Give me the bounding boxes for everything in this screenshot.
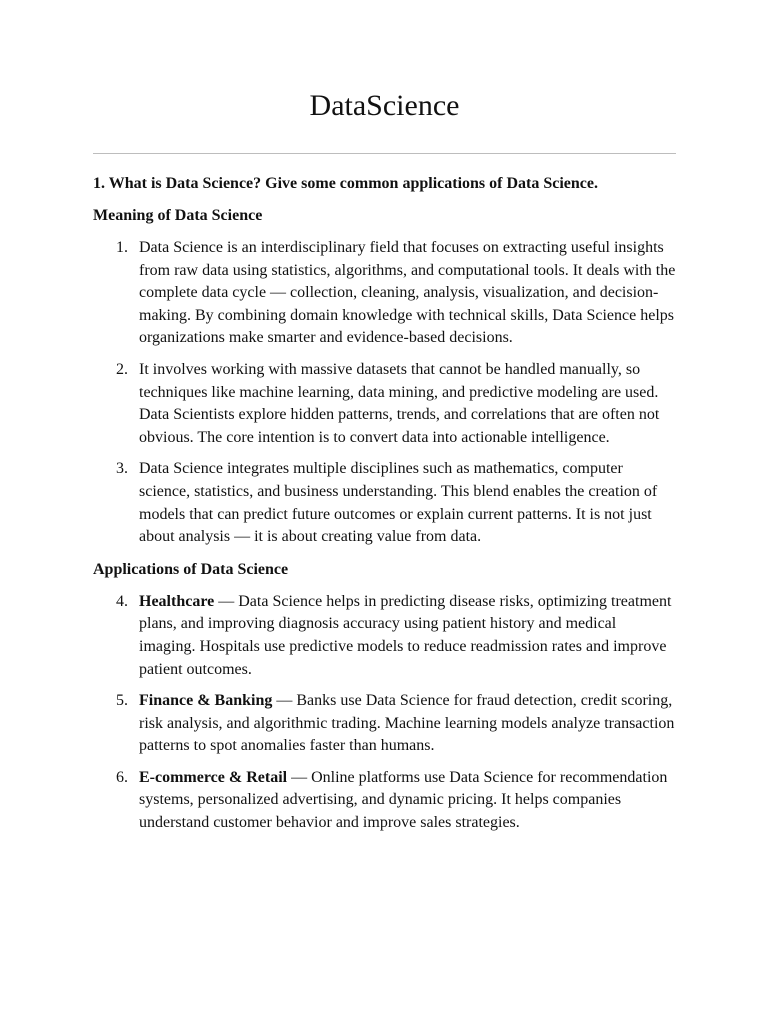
list-item: [116, 458, 676, 548]
application-term: E-commerce & Retail: [139, 768, 288, 786]
application-term: Finance & Banking: [139, 692, 273, 710]
list-item-number: 4.: [116, 592, 128, 610]
list-item-text: Data Science integrates multiple disciplines such as mathematics, computer science, statistics, and business understanding. This blend enables the creation of models that can predict future outcomes or explain current patterns. It is not just about analysis — it is about creating value from data.: [139, 460, 658, 546]
meaning-heading: Meaning of Data Science: [93, 207, 263, 224]
question-heading: 1. What is Data Science? Give some common applications of Data Science.: [93, 175, 598, 192]
applications-list: [93, 591, 676, 835]
list-item-number: 5.: [116, 692, 128, 710]
list-item-number: 6.: [116, 768, 128, 786]
meaning-list: [93, 237, 676, 549]
list-item: [116, 237, 676, 350]
list-item-text: — Data Science helps in predicting disease risks, optimizing treatment plans, and improving diagnosis accuracy using patient history and medical imaging. Hospitals use predictive models to reduce readmission rates and improve patient outcomes.: [139, 592, 672, 678]
list-item-text: Data Science is an interdisciplinary field that focuses on extracting useful insights from raw data using statistics, algorithms, and computational tools. It deals with the complete data cycle — collection, cleaning, analysis, visualization, and decision-making. By combining domain knowledge with technical skills, Data Science helps organizations make smarter and evidence-based decisions.: [139, 239, 676, 347]
title-divider: [93, 153, 676, 154]
list-item-number: 1.: [116, 239, 128, 256]
list-item-text: It involves working with massive datasets that cannot be handled manually, so techniques like machine learning, data mining, and predictive modeling are used. Data Scientists explore hidden patterns, trends, and correlations that are often not obvious. The core intention is to convert data into actionable intelligence.: [139, 360, 660, 446]
document-title: DataScience: [309, 89, 460, 122]
list-item-number: 3.: [116, 460, 128, 478]
list-item-text: — Banks use Data Science for fraud detection, credit scoring, risk analysis, and algorithmic trading. Machine learning models analyze transaction patterns to spot anomalies faster than humans.: [139, 692, 675, 755]
list-item: [116, 767, 676, 835]
application-term: Healthcare: [139, 592, 215, 610]
applications-heading: Applications of Data Science: [93, 560, 289, 578]
list-item: [116, 591, 676, 681]
list-item-text: — Online platforms use Data Science for recommendation systems, personalized advertising, and dynamic pricing. It helps companies understand customer behavior and improve sales strategies.: [139, 768, 668, 832]
list-item: [116, 690, 676, 758]
list-item: [116, 359, 676, 449]
list-item-number: 2.: [116, 360, 128, 378]
